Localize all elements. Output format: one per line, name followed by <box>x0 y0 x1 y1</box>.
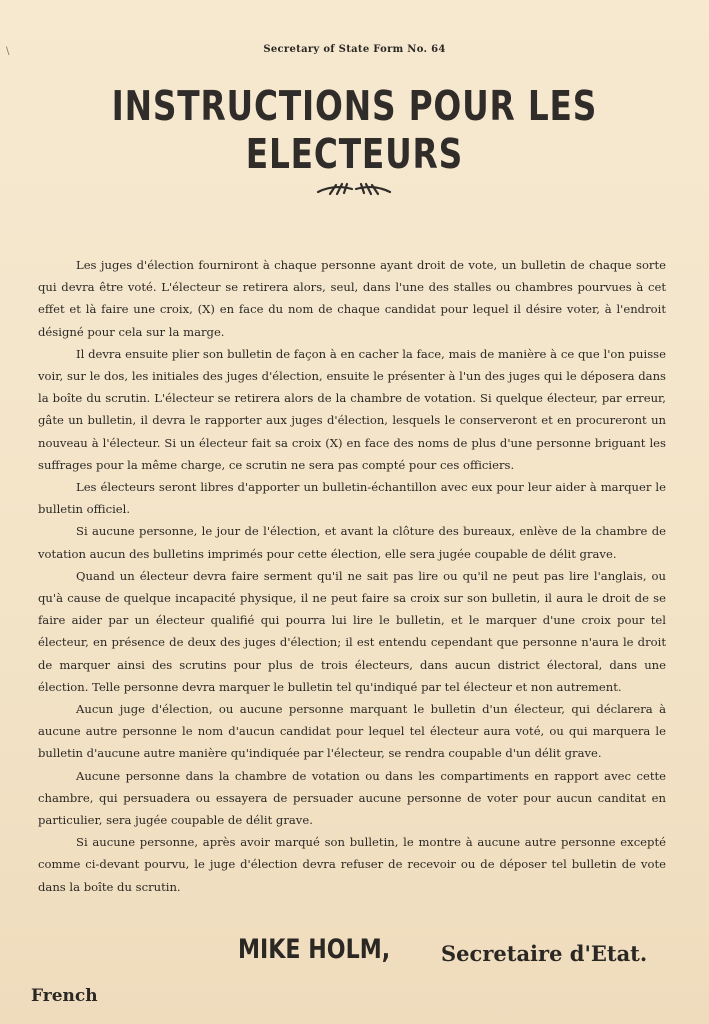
signatory-title: Secretaire d'Etat. <box>441 941 648 966</box>
form-number: Secretary of State Form No. 64 <box>263 44 446 55</box>
signature-block <box>238 934 668 965</box>
flourish-icon <box>314 180 394 198</box>
instructions-body <box>38 254 666 898</box>
paragraph: Aucun juge d'élection, ou aucune personne marquant le bulletin d'un électeur, qui déclarera à aucune autre personne le nom d'aucun candidat pour lequel tel électeur aura voté, ou qui marquera le bulletin d'aucune autre manière qu'indiquée par l'électeur, se rendra coupable d'un délit grave. <box>38 702 666 761</box>
paragraph: Quand un électeur devra faire serment qu'il ne sait pas lire ou qu'il ne peut pas lire l'anglais, ou qu'à cause de quelque incapacité physique, il ne peut faire sa croix sur son bulletin, il aura le droit de se faire aider par un électeur qualifié qui pourra lui lire le bulletin, et le marquer d'une croix pour tel électeur, en présence de deux des juges d'élection; il est entendu cependant que personne n'aura le droit de marquer ainsi des scrutins pour plus de trois électeurs, dans aucun district électoral, dans une élection. Telle personne devra marquer le bulletin tel qu'indiqué par tel électeur et non autrement. <box>38 568 666 694</box>
document-title: INSTRUCTIONS POUR LES ELECTEURS <box>111 82 598 178</box>
paragraph: Si aucune personne, le jour de l'élection, et avant la clôture des bureaux, enlève de la chambre de votation aucun des bulletins imprimés pour cette élection, elle sera jugée coupable de délit grave. <box>38 524 666 561</box>
signatory-name: MIKE HOLM, <box>238 934 391 965</box>
paragraph: Il devra ensuite plier son bulletin de façon à en cacher la face, mais de manière à ce que l'on puisse voir, sur le dos, les initiales des juges d'élection, ensuite le présenter à l'un des juges qui le déposera dans la boîte du scrutin. L'électeur se retirera alors de la chambre de votation. Si quelque électeur, par erreur, gâte un bulletin, il devra le rapporter aux juges d'élection, lesquels le conserveront et en procureront un nouveau à l'électeur. Si un électeur fait sa croix (X) en face des noms de plus d'une personne briguant les suffrages pour la même charge, ce scrutin ne sera pas compté pour ces officiers. <box>38 346 666 472</box>
margin-mark: \ <box>6 46 10 57</box>
language-label: French <box>31 986 98 1006</box>
paragraph: Les juges d'élection fourniront à chaque personne ayant droit de vote, un bulletin de chaque sorte qui devra être voté. L'électeur se retirera alors, seul, dans l'une des stalles ou chambres pourvues à cet effet et là faire une croix, (X) en face du nom de chaque candidat pour lequel il désire voter, à l'endroit désigné pour cela sur la marge. <box>38 258 666 339</box>
paragraph: Les électeurs seront libres d'apporter un bulletin-échantillon avec eux pour leur aider à marquer le bulletin officiel. <box>38 480 666 517</box>
paragraph: Aucune personne dans la chambre de votation ou dans les compartiments en rapport avec cette chambre, qui persuadera ou essayera de persuader aucune personne de voter pour aucun canditat en particulier, sera jugée coupable de délit grave. <box>38 768 666 828</box>
paragraph: Si aucune personne, après avoir marqué son bulletin, le montre à aucune autre personne excepté comme ci-devant pourvu, le juge d'élection devra refuser de recevoir ou de déposer tel bulletin de vote dans la boîte du scrutin. <box>38 835 666 894</box>
